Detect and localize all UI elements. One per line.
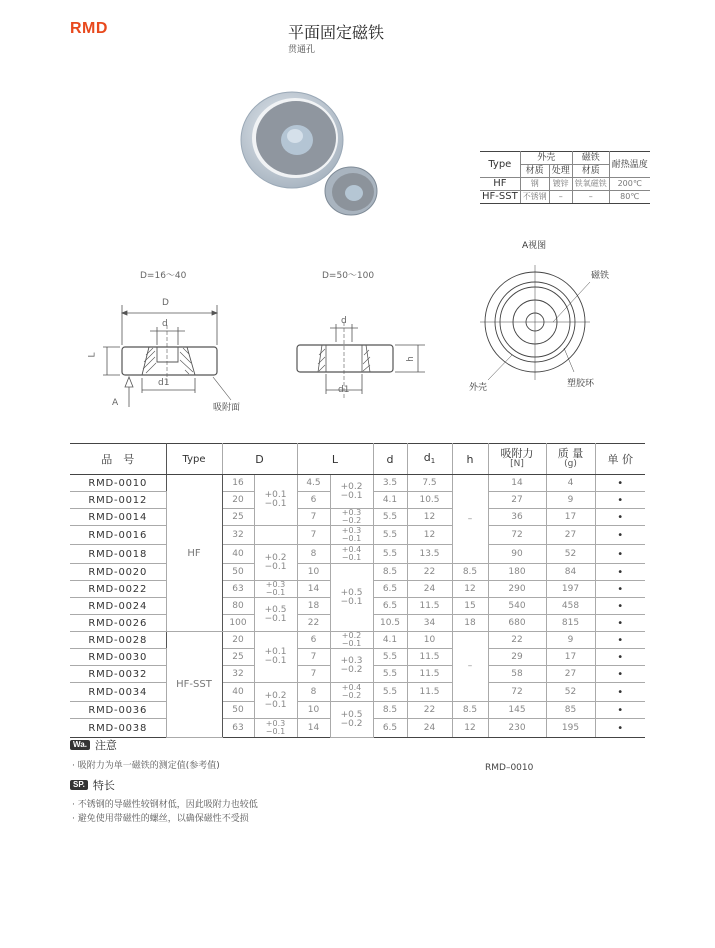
d1-value: 22: [407, 564, 452, 581]
d1-value: 34: [407, 615, 452, 632]
tol-plus: +0.5: [340, 709, 363, 720]
L-value: 7: [297, 526, 330, 545]
spec-row-magnet-material: –: [572, 191, 609, 204]
D-value: 63: [222, 719, 254, 738]
L-value: 14: [297, 719, 330, 738]
tol-minus: −0.1: [341, 639, 362, 648]
L-value: 8: [297, 683, 330, 702]
force-value: 230: [488, 719, 546, 738]
weight-value: 27: [546, 666, 595, 683]
h-value: 8.5: [452, 702, 488, 719]
d1-value: 24: [407, 719, 452, 738]
part-number: RMD-0030: [70, 649, 166, 666]
d-value: 6.5: [373, 719, 407, 738]
D-value: 100: [222, 615, 254, 632]
tol-plus: +0.2: [340, 481, 363, 492]
price-value: •: [595, 581, 645, 598]
force-value: 27: [488, 492, 546, 509]
d1-value: 13.5: [407, 545, 452, 564]
part-number: RMD-0032: [70, 666, 166, 683]
weight-value: 9: [546, 632, 595, 649]
price-value: •: [595, 564, 645, 581]
label-d: d: [162, 319, 168, 329]
col-header-d1-text: d: [423, 450, 431, 464]
D-value: 20: [222, 492, 254, 509]
price-value: •: [595, 615, 645, 632]
brand-logo: RMD: [70, 20, 108, 37]
part-number: RMD-0036: [70, 702, 166, 719]
tol-plus: +0.3: [340, 655, 363, 666]
tol-minus: −0.1: [264, 499, 287, 509]
tol-minus: −0.1: [341, 534, 362, 543]
weight-value: 52: [546, 545, 595, 564]
col-header-d1-sub: 1: [430, 456, 436, 465]
spec-row-heat: 80℃: [609, 191, 650, 204]
tol-plus: +0.4: [341, 545, 362, 554]
price-value: •: [595, 545, 645, 564]
spec-row-shell-material: 不锈钢: [520, 191, 549, 204]
col-header-force-unit: [N]: [510, 459, 524, 469]
label-plastic-ring: 塑胶环: [567, 379, 595, 389]
weight-value: 17: [546, 649, 595, 666]
table-row: [70, 702, 645, 719]
L-value: 14: [297, 581, 330, 598]
L-tolerance: [330, 545, 373, 564]
col-header-weight: [546, 444, 595, 475]
part-number: RMD-0024: [70, 598, 166, 615]
feature-badge-icon: SP.: [70, 780, 88, 790]
d-value: 6.5: [373, 581, 407, 598]
part-number: RMD-0020: [70, 564, 166, 581]
d1-value: 11.5: [407, 683, 452, 702]
L-tolerance: [330, 632, 373, 649]
label-d: d: [341, 316, 347, 326]
d-value: 4.1: [373, 632, 407, 649]
d-value: 5.5: [373, 666, 407, 683]
d1-value: 10.5: [407, 492, 452, 509]
label-d1: d1: [338, 385, 350, 395]
table-row: [70, 564, 645, 581]
d1-value: 7.5: [407, 475, 452, 492]
label-A: A: [112, 398, 119, 408]
price-value: •: [595, 683, 645, 702]
h-value: –: [452, 475, 488, 564]
force-value: 58: [488, 666, 546, 683]
label-shell: 外壳: [469, 383, 488, 393]
part-number: RMD-0010: [70, 475, 166, 492]
weight-value: 195: [546, 719, 595, 738]
spec-header-magnet-material: 材质: [572, 165, 609, 178]
caution-item: · 吸附力为单一磁铁的测定值(参考值): [72, 761, 220, 771]
L-tolerance: [330, 702, 373, 738]
product-photo: [225, 85, 395, 220]
force-value: 14: [488, 475, 546, 492]
spec-row-heat: 200℃: [609, 178, 650, 191]
spec-header-heat: 耐热温度: [609, 152, 650, 178]
D-tolerance-empty: [254, 526, 297, 545]
col-header-force-text: 吸附力: [500, 447, 534, 460]
d-value: 5.5: [373, 683, 407, 702]
tol-minus: −0.1: [264, 613, 287, 624]
part-number: RMD-0018: [70, 545, 166, 564]
tol-plus: +0.5: [264, 604, 287, 615]
d-value: 3.5: [373, 475, 407, 492]
tol-plus: +0.5: [340, 587, 363, 598]
part-number: RMD-0016: [70, 526, 166, 545]
col-header-d1: [407, 444, 452, 475]
col-header-part-no: 品 号: [70, 444, 166, 475]
col-header-price: 单 价: [595, 444, 645, 475]
force-value: 72: [488, 526, 546, 545]
L-value: 10: [297, 702, 330, 719]
price-value: •: [595, 649, 645, 666]
spec-header-shell-material: 材质: [520, 165, 549, 178]
d1-value: 22: [407, 702, 452, 719]
table-row: [70, 632, 645, 649]
part-number: RMD-0012: [70, 492, 166, 509]
D-value: 40: [222, 683, 254, 702]
label-h: h: [405, 356, 416, 362]
D-value: 16: [222, 475, 254, 492]
table-row: [70, 475, 645, 492]
spec-row-type: HF-SST: [480, 191, 520, 204]
force-value: 36: [488, 509, 546, 526]
D-tolerance: [254, 475, 297, 526]
part-number: RMD-0028: [70, 632, 166, 649]
feature-title: 特长: [92, 779, 115, 792]
col-header-weight-text: 质 量: [557, 447, 584, 460]
type-cell: HF-SST: [166, 632, 222, 738]
force-value: 680: [488, 615, 546, 632]
D-tolerance: [254, 545, 297, 581]
D-value: 63: [222, 581, 254, 598]
tol-plus: +0.3: [265, 580, 286, 589]
D-value: 50: [222, 702, 254, 719]
spec-row-type: HF: [480, 178, 520, 191]
part-number: RMD-0034: [70, 683, 166, 702]
caution-title: 注意: [94, 739, 117, 752]
tol-plus: +0.3: [265, 719, 286, 728]
h-value: –: [452, 632, 488, 702]
L-tolerance: [330, 509, 373, 526]
col-header-d: d: [373, 444, 407, 475]
col-header-weight-unit: (g): [564, 459, 577, 469]
tol-minus: −0.1: [340, 490, 363, 501]
label-magnet: 磁铁: [591, 271, 610, 281]
weight-value: 458: [546, 598, 595, 615]
spec-header-magnet: 磁铁: [572, 152, 609, 165]
tol-minus: −0.2: [341, 516, 362, 525]
force-value: 180: [488, 564, 546, 581]
L-value: 4.5: [297, 475, 330, 492]
col-header-h: h: [452, 444, 488, 475]
table-row: [70, 649, 645, 666]
L-tolerance: [330, 649, 373, 683]
spec-row-shell-treatment: –: [549, 191, 572, 204]
L-value: 22: [297, 615, 330, 632]
D-tolerance: [254, 683, 297, 719]
L-tolerance: [330, 564, 373, 632]
tol-plus: +0.4: [341, 683, 362, 692]
table-row: [70, 509, 645, 526]
d1-value: 24: [407, 581, 452, 598]
price-value: •: [595, 492, 645, 509]
example-caption: RMD–0010: [485, 763, 534, 773]
label-d1: d1: [158, 378, 170, 388]
L-value: 7: [297, 649, 330, 666]
weight-value: 52: [546, 683, 595, 702]
tol-plus: +0.3: [341, 508, 362, 517]
part-number: RMD-0038: [70, 719, 166, 738]
D-value: 40: [222, 545, 254, 564]
spec-row-shell-material: 钢: [520, 178, 549, 191]
d-value: 8.5: [373, 564, 407, 581]
h-value: 15: [452, 598, 488, 615]
L-value: 6: [297, 632, 330, 649]
D-tolerance: [254, 632, 297, 683]
d1-value: 11.5: [407, 649, 452, 666]
d-value: 5.5: [373, 545, 407, 564]
tol-minus: −0.1: [264, 699, 287, 710]
force-value: 22: [488, 632, 546, 649]
drawing-large-title: D=50～100: [322, 271, 375, 281]
table-row: [70, 526, 645, 545]
weight-value: 27: [546, 526, 595, 545]
col-header-L: L: [297, 444, 373, 475]
feature-item: · 不锈钢的导磁性较钢材低，因此吸附力也较低: [72, 800, 258, 810]
force-value: 29: [488, 649, 546, 666]
tol-plus: +0.1: [264, 490, 287, 500]
tol-plus: +0.1: [264, 647, 287, 657]
d-value: 4.1: [373, 492, 407, 509]
d1-value: 11.5: [407, 666, 452, 683]
col-header-type: Type: [166, 444, 222, 475]
L-value: 10: [297, 564, 330, 581]
d1-value: 10: [407, 632, 452, 649]
h-value: 12: [452, 581, 488, 598]
spec-row-shell-treatment: 镀锌: [549, 178, 572, 191]
d1-value: 11.5: [407, 598, 452, 615]
force-value: 90: [488, 545, 546, 564]
weight-value: 85: [546, 702, 595, 719]
label-D: D: [162, 298, 169, 308]
page-title: 平面固定磁铁: [288, 23, 385, 42]
D-value: 32: [222, 666, 254, 683]
feature-item: · 避免使用带磁性的螺丝，以确保磁性不受损: [72, 814, 249, 824]
spec-table: [480, 151, 650, 204]
caution-badge-icon: Wa.: [70, 740, 90, 750]
L-value: 7: [297, 509, 330, 526]
D-value: 25: [222, 509, 254, 526]
tol-minus: −0.1: [340, 596, 363, 607]
weight-value: 17: [546, 509, 595, 526]
price-value: •: [595, 702, 645, 719]
D-tolerance: [254, 598, 297, 632]
force-value: 72: [488, 683, 546, 702]
price-value: •: [595, 632, 645, 649]
d-value: 8.5: [373, 702, 407, 719]
view-a-title: A视图: [522, 241, 547, 251]
tol-minus: −0.1: [264, 561, 287, 572]
d-value: 6.5: [373, 598, 407, 615]
D-tolerance: [254, 581, 297, 598]
h-value: 12: [452, 719, 488, 738]
col-header-force: [488, 444, 546, 475]
label-L: L: [87, 352, 98, 358]
spec-header-shell-treatment: 处理: [549, 165, 572, 178]
price-value: •: [595, 475, 645, 492]
table-row: [70, 545, 645, 564]
tol-plus: +0.3: [341, 526, 362, 535]
weight-value: 84: [546, 564, 595, 581]
tol-minus: −0.1: [265, 588, 286, 597]
D-value: 32: [222, 526, 254, 545]
page-subtitle: 贯通孔: [288, 45, 316, 55]
L-value: 7: [297, 666, 330, 683]
price-value: •: [595, 666, 645, 683]
D-value: 20: [222, 632, 254, 649]
L-value: 18: [297, 598, 330, 615]
L-tolerance: [330, 683, 373, 702]
h-value: 18: [452, 615, 488, 632]
L-tolerance: [330, 526, 373, 545]
tol-plus: +0.2: [341, 631, 362, 640]
L-value: 6: [297, 492, 330, 509]
tol-plus: +0.2: [264, 552, 287, 563]
price-value: •: [595, 719, 645, 738]
spec-row-magnet-material: 铁氧磁铁: [572, 178, 609, 191]
force-value: 540: [488, 598, 546, 615]
tol-minus: −0.2: [341, 691, 362, 700]
force-value: 145: [488, 702, 546, 719]
force-value: 290: [488, 581, 546, 598]
feature-heading: [70, 777, 115, 793]
drawing-large-cross-section: [290, 310, 440, 410]
d-value: 5.5: [373, 649, 407, 666]
tol-minus: −0.2: [340, 664, 363, 675]
D-value: 50: [222, 564, 254, 581]
D-value: 80: [222, 598, 254, 615]
tol-minus: −0.1: [341, 553, 362, 562]
caution-heading: [70, 737, 117, 753]
spec-header-shell: 外壳: [520, 152, 572, 165]
tol-minus: −0.2: [340, 718, 363, 729]
d-value: 5.5: [373, 509, 407, 526]
table-row: [70, 683, 645, 702]
weight-value: 9: [546, 492, 595, 509]
label-adsorption-surface: 吸附面: [213, 403, 241, 413]
d1-value: 12: [407, 509, 452, 526]
D-value: 25: [222, 649, 254, 666]
drawing-small-title: D=16～40: [140, 271, 187, 281]
L-value: 8: [297, 545, 330, 564]
tol-minus: −0.1: [264, 656, 287, 666]
D-tolerance: [254, 719, 297, 738]
tol-plus: +0.2: [264, 690, 287, 701]
L-tolerance: [330, 475, 373, 509]
product-table: [70, 443, 645, 738]
part-number: RMD-0026: [70, 615, 166, 632]
weight-value: 815: [546, 615, 595, 632]
price-value: •: [595, 598, 645, 615]
d-value: 10.5: [373, 615, 407, 632]
weight-value: 197: [546, 581, 595, 598]
part-number: RMD-0022: [70, 581, 166, 598]
d-value: 5.5: [373, 526, 407, 545]
price-value: •: [595, 526, 645, 545]
col-header-D: D: [222, 444, 297, 475]
spec-header-type: Type: [480, 152, 520, 178]
tol-minus: −0.1: [265, 727, 286, 736]
h-value: 8.5: [452, 564, 488, 581]
d1-value: 12: [407, 526, 452, 545]
price-value: •: [595, 509, 645, 526]
type-cell: HF: [166, 475, 222, 632]
part-number: RMD-0014: [70, 509, 166, 526]
weight-value: 4: [546, 475, 595, 492]
